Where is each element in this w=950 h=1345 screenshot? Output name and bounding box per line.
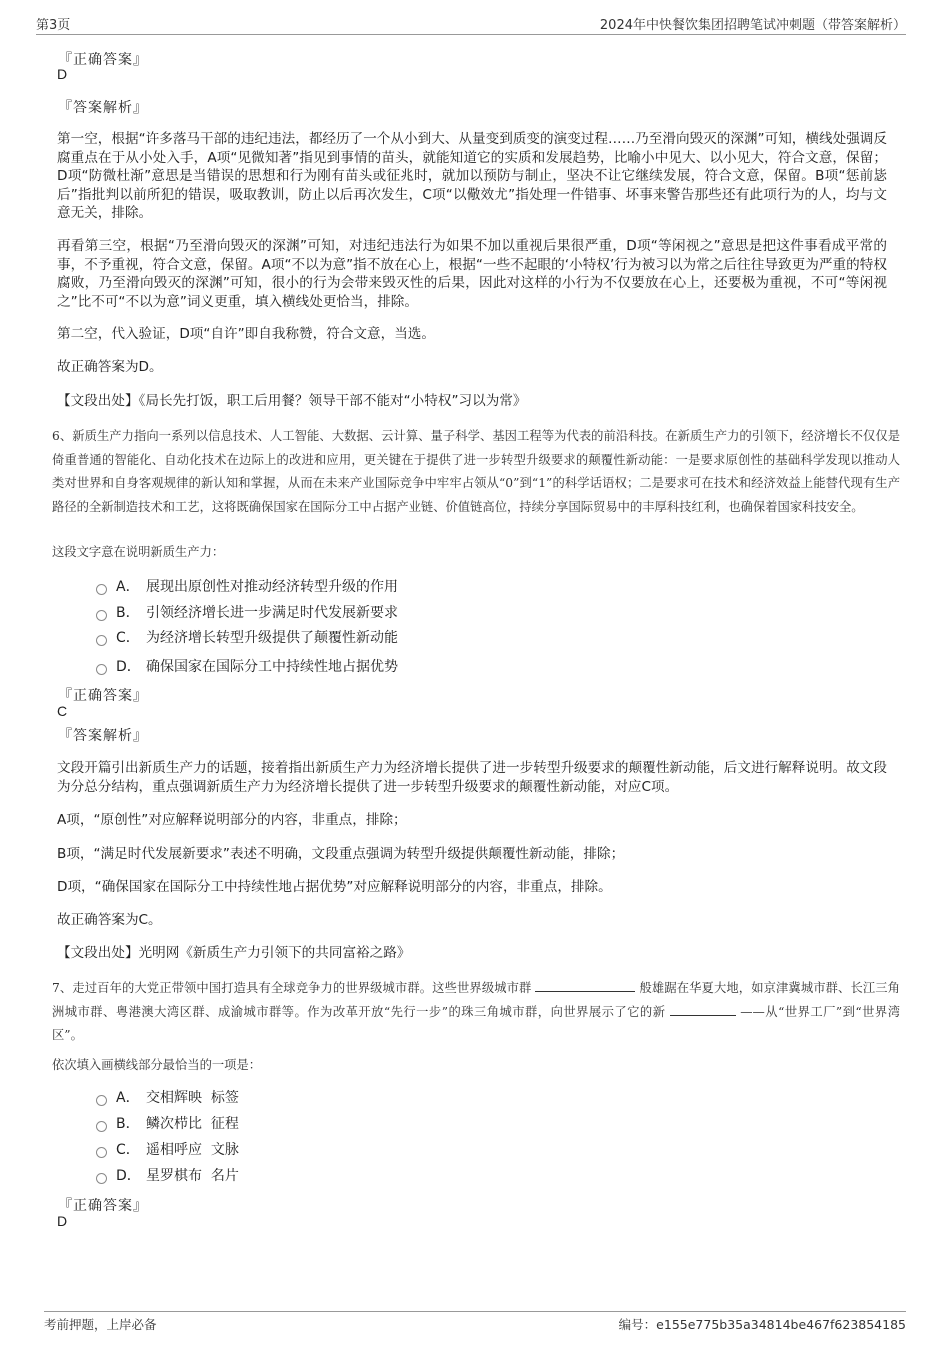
page-number: 第3页 (36, 18, 71, 33)
source-citation: 【文段出处】光明网《新质生产力引领下的共同富裕之路》 (57, 945, 411, 961)
fill-blank (670, 1003, 736, 1016)
stem-part: 般雄踞在华夏大地，如京津冀城市群、长江三角洲城市群、粤港澳大湾区群、成渝城市群等。作为改革开放“先行一步”的珠三角城市群，向世界展示了它的新 (52, 981, 900, 1019)
radio-icon[interactable] (96, 1173, 107, 1184)
answer-label: 『正确答案』 (58, 1198, 148, 1214)
radio-icon[interactable] (96, 610, 107, 621)
option-text: 确保国家在国际分工中持续性地占据优势 (146, 659, 398, 675)
correct-answer: C (57, 703, 68, 719)
question-prompt: 依次填入画横线部分最恰当的一项是： (52, 1058, 262, 1072)
option-c[interactable] (96, 1138, 239, 1160)
page-footer (44, 1311, 906, 1334)
analysis-conclusion: 故正确答案为D。 (57, 359, 163, 375)
question-stem (52, 977, 900, 1048)
correct-answer: D (57, 1213, 68, 1229)
radio-icon[interactable] (96, 1095, 107, 1106)
stem-part: 7、走过百年的大党正带领中国打造具有全球竞争力的世界级城市群。这些世界级城市群 (52, 981, 532, 995)
option-key: B． (116, 605, 140, 621)
source-citation: 【文段出处】《局长先打饭，职工后用餐？领导干部不能对“小特权”习以为常》 (57, 393, 527, 409)
option-d[interactable] (96, 1164, 239, 1186)
option-key: B． (116, 1116, 140, 1132)
option-a[interactable] (96, 575, 398, 597)
option-key: D． (116, 1168, 141, 1184)
option-text: 遥相呼应 文脉 (146, 1142, 239, 1158)
question-stem: 6、新质生产力指向一系列以信息技术、人工智能、大数据、云计算、量子科学、基因工程等为代表的前沿科技。在新质生产力的引领下，经济增长不仅仅是倚重普通的智能化、自动化技术在边际上的改进和应用，更关键在于提供了进一步转型升级要求的颠覆性新动能：一是要求原创性的基础科学发现以推动人类对世界和自身客观规律的新认知和掌握，从而在未来产业国际竞争中牢牢占领从“0”到“1”的科学话语权；二是要求可在技术和经济效益上能替代现有生产路径的全新制造技术和工艺，这将既确保国家在国际分工中占据产业链、价值链高位，持续分享国际贸易中的丰厚科技红利，也确保着国家科技安全。 (52, 429, 900, 514)
correct-answer: D (57, 66, 68, 82)
option-key: D． (116, 659, 141, 675)
option-a[interactable] (96, 1086, 239, 1108)
footer-slogan: 考前押题，上岸必备 (44, 1317, 157, 1332)
analysis-paragraph: 文段开篇引出新质生产力的话题，接着指出新质生产力为经济增长提供了进一步转型升级要求的颠覆性新动能，后文进行解释说明。故文段为分总分结构，重点强调新质生产力为经济增长提供了进一步转型升级要求的颠覆性新动能，对应C项。 (57, 760, 887, 795)
option-key: A． (116, 1090, 140, 1106)
radio-icon[interactable] (96, 664, 107, 675)
document-id: 编号：e155e775b35a34814be467f623854185 (618, 1317, 906, 1332)
option-b[interactable] (96, 601, 398, 623)
analysis-conclusion: 故正确答案为C。 (57, 912, 162, 928)
radio-icon[interactable] (96, 635, 107, 646)
option-text: 鳞次栉比 征程 (146, 1116, 239, 1132)
option-text: 为经济增长转型升级提供了颠覆性新动能 (146, 630, 398, 646)
option-text: 星罗棋布 名片 (146, 1168, 239, 1184)
analysis-paragraph: 第一空，根据“许多落马干部的违纪违法，都经历了一个从小到大、从量变到质变的演变过程……乃至滑向毁灭的深渊”可知，横线处强调反腐重点在于从小处入手，A项“见微知著”指见到事情的苗头，就能知道它的实质和发展趋势，比喻小中见大、以小见大，符合文意，保留；D项“防微杜渐”意思是当错误的思想和行为刚有苗头或征兆时，就加以预防与制止，坚决不让它继续发展，符合文意，保留。B项“惩前毖后”指批判以前所犯的错误，吸取教训，防止以后再次发生，C项“以儆效尤”指处理一件错事、坏事来警告那些还有此项行为的人，均与文意无关，排除。 (57, 131, 887, 221)
option-key: C． (116, 630, 140, 646)
analysis-paragraph: D项，“确保国家在国际分工中持续性地占据优势”对应解释说明部分的内容，非重点，排除。 (57, 879, 612, 895)
document-title: 2024年中快餐饮集团招聘笔试冲刺题（带答案解析） (599, 18, 906, 33)
radio-icon[interactable] (96, 1121, 107, 1132)
option-d[interactable] (96, 655, 398, 677)
analysis-paragraph: 再看第三空，根据“乃至滑向毁灭的深渊”可知，对违纪违法行为如果不加以重视后果很严重，D项“等闲视之”意思是把这件事看成平常的事，不予重视，符合文意，保留。A项“不以为意”指不放在心上，根据“一些不起眼的‘小特权’行为被习以为常之后往往导致更为严重的特权腐败，乃至滑向毁灭的深渊”可知，很小的行为会带来毁灭性的后果，因此对这样的小行为不仅要放在心上，还要极为重视，不可“等闲视之”比不可“不以为意”词义更重，填入横线处更恰当，排除。 (57, 238, 887, 310)
option-c[interactable] (96, 626, 398, 648)
option-b[interactable] (96, 1112, 239, 1134)
question-prompt: 这段文字意在说明新质生产力： (52, 545, 225, 559)
option-text: 展现出原创性对推动经济转型升级的作用 (146, 579, 398, 595)
option-key: A． (116, 579, 140, 595)
answer-label: 『正确答案』 (58, 52, 148, 68)
page-header (36, 14, 906, 35)
radio-icon[interactable] (96, 584, 107, 595)
analysis-paragraph: 第二空，代入验证，D项“自许”即自我称赞，符合文意，当选。 (57, 326, 435, 342)
option-key: C． (116, 1142, 140, 1158)
option-text: 引领经济增长进一步满足时代发展新要求 (146, 605, 398, 621)
fill-blank (535, 979, 635, 992)
option-text: 交相辉映 标签 (146, 1090, 239, 1106)
analysis-paragraph: A项，“原创性”对应解释说明部分的内容，非重点，排除； (57, 812, 407, 828)
analysis-label: 『答案解析』 (58, 100, 148, 116)
radio-icon[interactable] (96, 1147, 107, 1158)
analysis-label: 『答案解析』 (58, 728, 148, 744)
stem-part: ——从“世界工厂”到“世界湾区”。 (52, 1004, 900, 1042)
answer-label: 『正确答案』 (58, 688, 148, 704)
analysis-paragraph: B项，“满足时代发展新要求”表述不明确，文段重点强调为转型升级提供颠覆性新动能，排除； (57, 846, 625, 862)
